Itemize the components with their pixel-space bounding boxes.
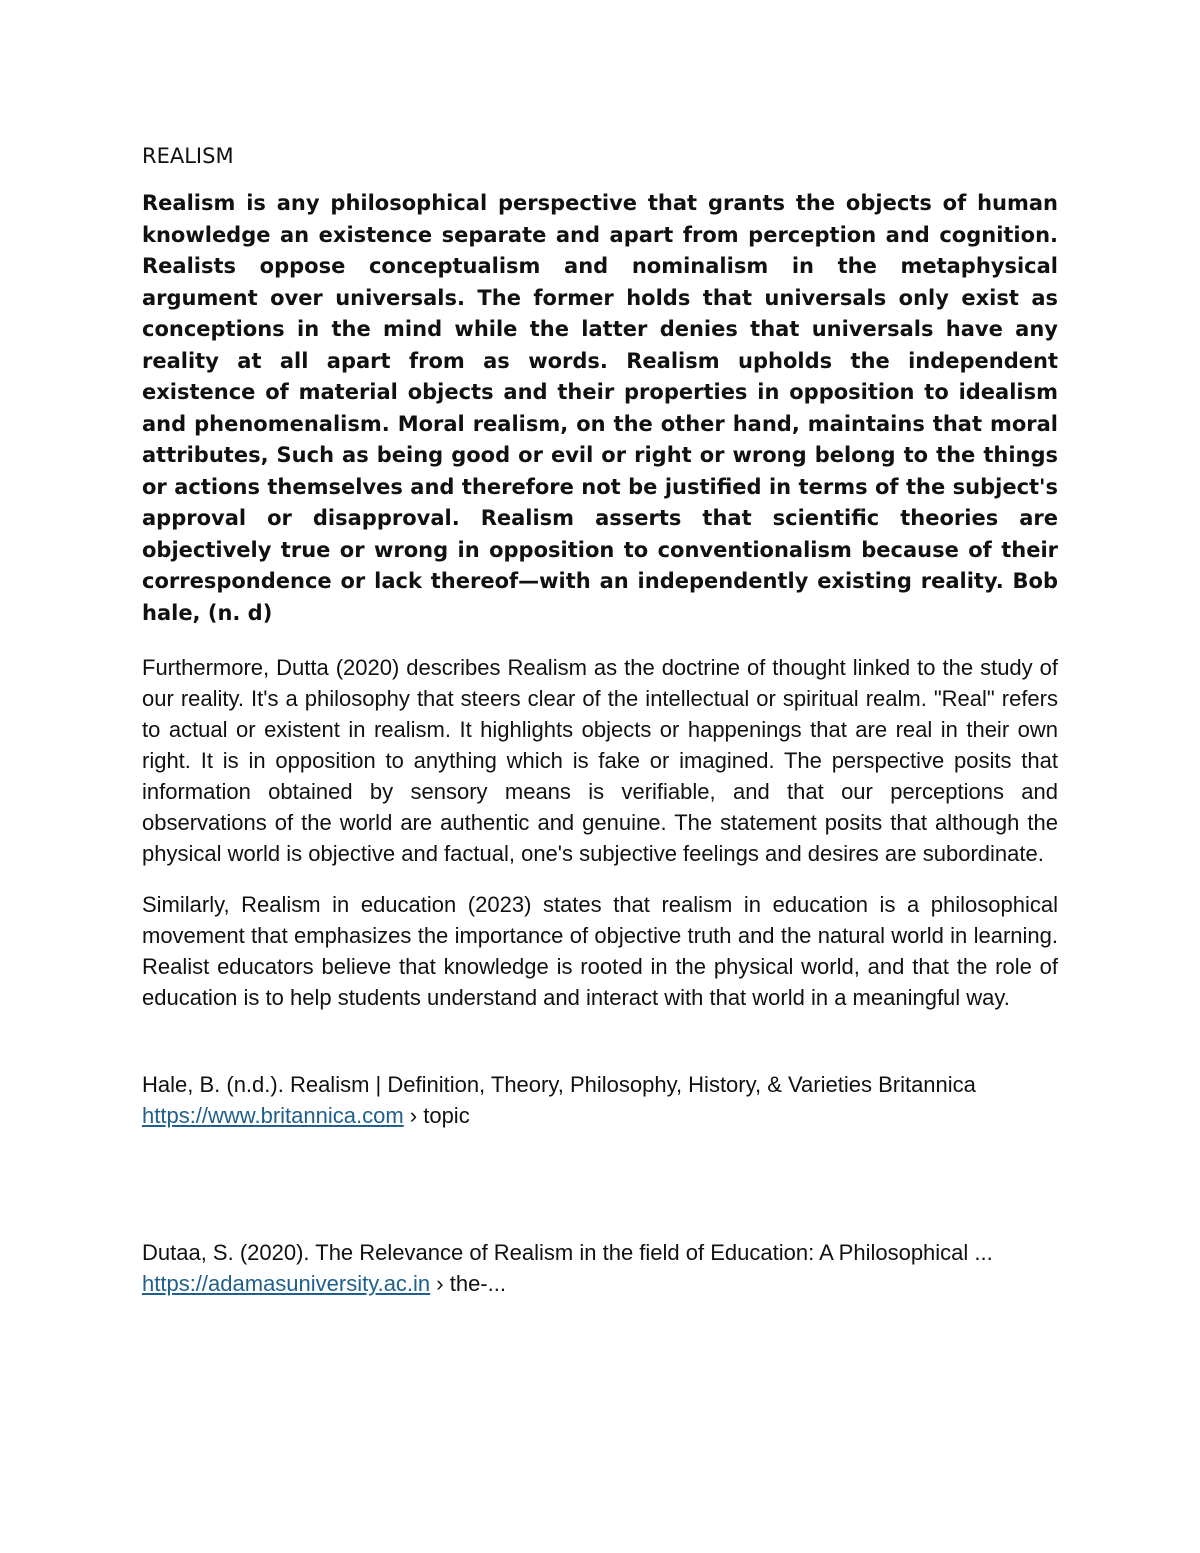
paragraph-education: Similarly, Realism in education (2023) states that realism in education is a philosophical movement that emphasizes the importance of objective truth and the natural world in learning. Realist educators believe that knowledge is rooted in the physical world, and that the role of education is to help students understand and interact with that world in a meaningful way. (142, 892, 1058, 1010)
paragraph-dutta: Furthermore, Dutta (2020) describes Realism as the doctrine of thought linked to the study of our reality. It's a philosophy that steers clear of the intellectual or spiritual realm. "Real" refers to actual or existent in realism. It highlights objects or happenings that are real in their own right. It is in opposition to anything which is fake or imagined. The perspective posits that information obtained by sensory means is verifiable, and that our perceptions and observations of the world are authentic and genuine. The statement posits that although the physical world is objective and factual, one's subjective feelings and desires are subordinate. (142, 655, 1058, 866)
paragraph-definition: Realism is any philosophical perspective that grants the objects of human knowledge an existence separate and apart from perception and cognition. Realists oppose conceptualism and nominalism in the metaphysical argument over universals. The former holds that universals only exist as conceptions in the mind while the latter denies that universals have any reality at all apart from as words. Realism upholds the independent existence of material objects and their properties in opposition to idealism and phenomenalism. Moral realism, on the other hand, maintains that moral attributes, Such as being good or evil or right or wrong belong to the things or actions themselves and therefore not be justified in terms of the subject's approval or disapproval. Realism asserts that scientific theories are objectively true or wrong in opposition to conventionalism because of their correspondence or lack thereof—with an independently existing reality. Bob hale, (n. d) (142, 191, 1058, 625)
reference-dutaa-link[interactable]: https://adamasuniversity.ac.in (142, 1271, 431, 1296)
reference-hale-suffix: › topic (403, 1103, 470, 1128)
reference-hale (142, 1069, 1058, 1131)
reference-dutaa (142, 1237, 1058, 1299)
reference-hale-link[interactable]: https://www.britannica.com (142, 1103, 404, 1128)
reference-dutaa-text: Dutaa, S. (2020). The Relevance of Realism in the field of Education: A Philosophical ... (142, 1240, 993, 1265)
document-title: REALISM (142, 144, 234, 168)
reference-dutaa-suffix: › the-... (430, 1271, 506, 1296)
document-page (142, 140, 1058, 1299)
reference-hale-text: Hale, B. (n.d.). Realism | Definition, Theory, Philosophy, History, & Varieties Britannica (142, 1072, 976, 1097)
